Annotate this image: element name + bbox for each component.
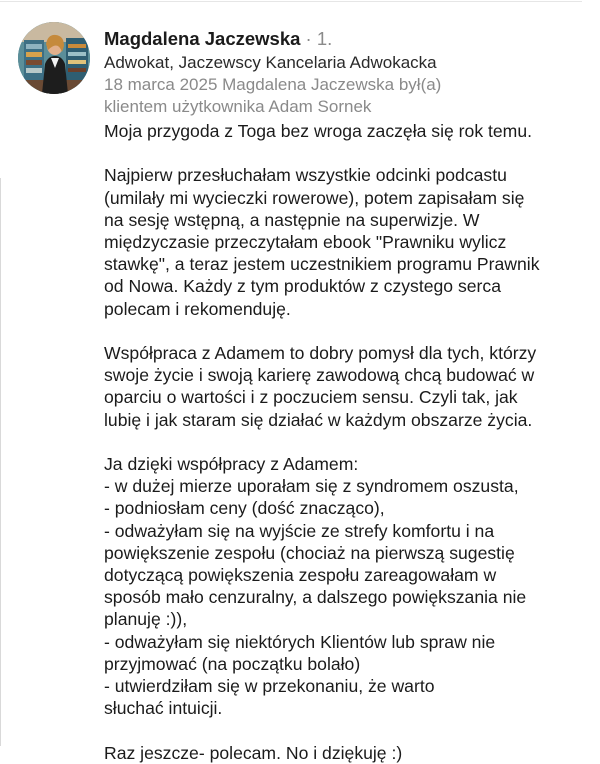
text-line: lubię i jak staram się działać w każdym obszarze życia. <box>104 409 533 430</box>
meta-line: 18 marca 2025 Magdalena Jaczewska był(a) <box>104 75 442 94</box>
recommendation-meta <box>104 74 586 118</box>
author-name-link[interactable]: Magdalena Jaczewska <box>104 28 301 49</box>
text-line: dotyczącą powiększenia zespołu zareagowałam w <box>104 565 497 586</box>
text-line: na sesję wstępną, a następnie na superwizje. W <box>104 209 480 230</box>
text-line: stawkę", a teraz jestem uczestnikiem programu Prawnik <box>104 254 540 275</box>
text-line: planuję :)), <box>104 609 188 630</box>
meta-line: klientem użytkownika Adam Sornek <box>104 97 372 116</box>
text-line: - podniosłam ceny (dość znacząco), <box>104 498 385 519</box>
text-line: Raz jeszcze- polecam. No i dziękuję :) <box>104 742 403 763</box>
text-line: od Nowa. Każdy z tym produktów z czystego serca <box>104 276 502 297</box>
paragraph-benefits <box>104 453 590 719</box>
text-line: słuchać intuicji. <box>104 698 223 719</box>
text-line: oparciu o wartości i z poczuciem sensu. Czyli tak, jak <box>104 387 518 408</box>
text-line: polecam i rekomenduję. <box>104 298 291 319</box>
text-line: - odważyłam się na wyjście ze strefy komfortu i na <box>104 520 495 541</box>
text-line: Współpraca z Adamem to dobry pomysł dla tych, którzy <box>104 343 537 363</box>
paragraph-cooperation <box>104 342 590 431</box>
text-line: - utwierdziłam się w przekonaniu, że warto <box>104 676 435 697</box>
text-line: przyjmować (na początku bolało) <box>104 653 361 674</box>
text-line: międzyczasie przeczytałam ebook "Prawniku wylicz <box>104 232 507 252</box>
author-headline: Adwokat, Jaczewscy Kancelaria Adwokacka <box>104 53 437 72</box>
author-avatar[interactable] <box>18 22 90 94</box>
text-line: (umilały mi wycieczki rowerowe), potem zapisałam się <box>104 187 525 208</box>
paragraph-intro <box>104 120 590 142</box>
paragraph-history <box>104 164 590 319</box>
text-line: Moja przygoda z Toga bez wroga zaczęła się rok temu. <box>104 121 533 141</box>
author-name-line <box>104 26 586 52</box>
recommendation-text <box>104 120 590 764</box>
text-line: - w dużej mierze uporałam się z syndromem oszusta, <box>104 476 519 497</box>
text-line: powiększenie zespołu (chociaż na pierwszą sugestię <box>104 542 515 563</box>
text-line: Najpierw przesłuchałam wszystkie odcinki podcastu <box>104 165 507 186</box>
connection-degree: · 1. <box>300 28 333 49</box>
text-line: sposób mało cenzuralny, a dalszego powiększania nie <box>104 587 527 608</box>
text-line: Ja dzięki współpracy z Adamem: <box>104 454 359 474</box>
paragraph-closing <box>104 742 590 764</box>
text-line: - odważyłam się niektórych Klientów lub spraw nie <box>104 631 496 652</box>
author-photo <box>18 22 90 94</box>
text-line: swoje życie i swoją karierę zawodową chcą budować w <box>104 365 535 386</box>
recommendation-header <box>104 26 586 118</box>
